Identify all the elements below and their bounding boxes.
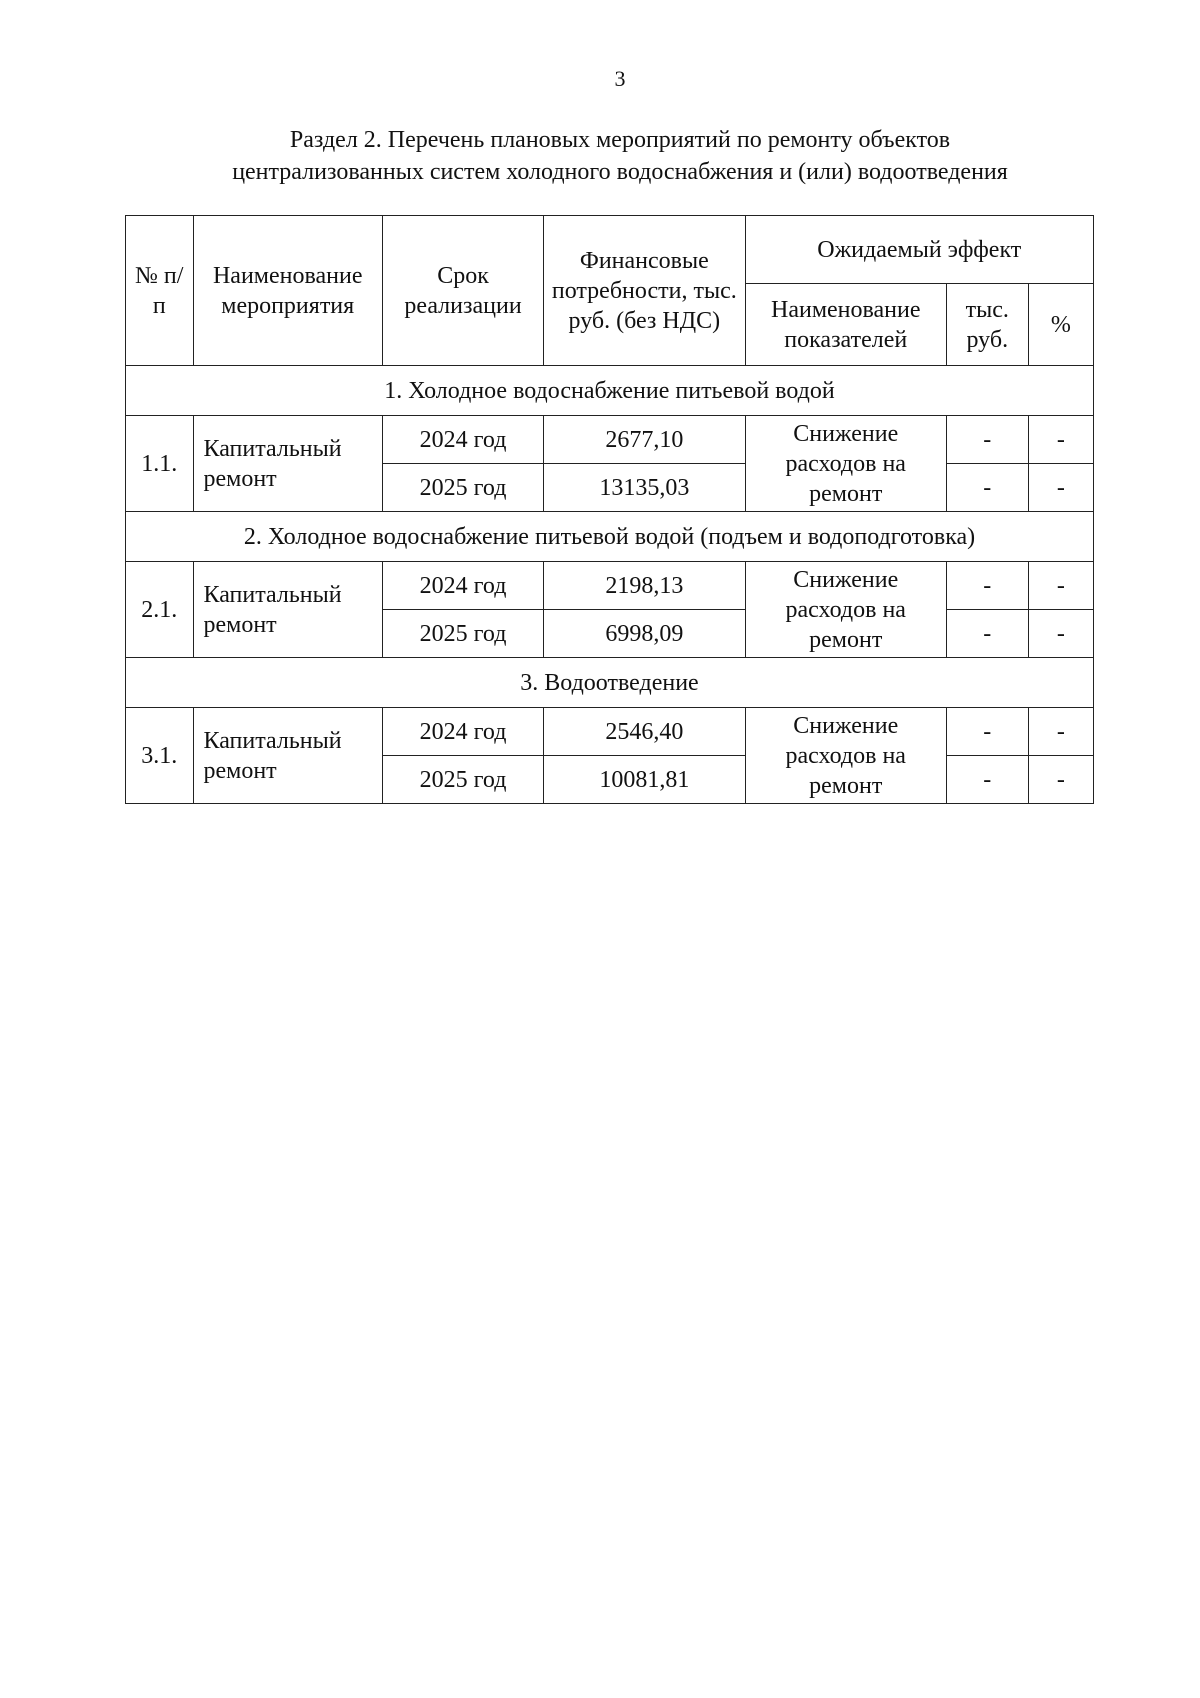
header-name: Наименование мероприятия — [193, 216, 382, 366]
header-indicator: Наименование показателей — [745, 284, 946, 366]
thousand-cell: - — [946, 756, 1028, 804]
table-row — [126, 708, 1094, 756]
header-effect: Ожидаемый эффект — [745, 216, 1093, 284]
section-row — [126, 512, 1094, 562]
thousand-cell: - — [946, 562, 1028, 610]
section-title: 3. Водоотведение — [126, 658, 1094, 708]
section-row — [126, 658, 1094, 708]
year-cell: 2025 год — [382, 610, 543, 658]
amount-cell: 2677,10 — [544, 416, 745, 464]
year-cell: 2024 год — [382, 416, 543, 464]
section-row — [126, 366, 1094, 416]
year-cell: 2024 год — [382, 708, 543, 756]
percent-cell: - — [1028, 708, 1093, 756]
header-term: Срок реализации — [382, 216, 543, 366]
title-line-1: Раздел 2. Перечень плановых мероприятий по ремонту объектов — [289, 127, 951, 153]
thousand-cell: - — [946, 464, 1028, 512]
header-row-1 — [126, 216, 1094, 284]
plan-table — [125, 215, 1094, 804]
amount-cell: 2546,40 — [544, 708, 745, 756]
year-cell: 2024 год — [382, 562, 543, 610]
item-name: Капитальный ремонт — [193, 708, 382, 804]
amount-cell: 13135,03 — [544, 464, 745, 512]
item-number: 3.1. — [126, 708, 194, 804]
percent-cell: - — [1028, 610, 1093, 658]
header-percent: % — [1028, 284, 1093, 366]
header-thousand: тыс. руб. — [946, 284, 1028, 366]
amount-cell: 6998,09 — [544, 610, 745, 658]
percent-cell: - — [1028, 562, 1093, 610]
percent-cell: - — [1028, 464, 1093, 512]
table-row — [126, 562, 1094, 610]
title-line-2: централизованных систем холодного водоснабжения и (или) водоотведения — [232, 159, 1008, 185]
item-number: 2.1. — [126, 562, 194, 658]
section-title: 2. Холодное водоснабжение питьевой водой (подъем и водоподготовка) — [126, 512, 1094, 562]
item-number: 1.1. — [126, 416, 194, 512]
percent-cell: - — [1028, 756, 1093, 804]
year-cell: 2025 год — [382, 464, 543, 512]
header-num: № п/п — [126, 216, 194, 366]
item-name: Капитальный ремонт — [193, 562, 382, 658]
header-finance: Финансовые потребности, тыс. руб. (без НДС) — [544, 216, 745, 366]
indicator-cell: Снижение расходов на ремонт — [745, 416, 946, 512]
indicator-cell: Снижение расходов на ремонт — [745, 562, 946, 658]
page-number: 3 — [614, 66, 626, 91]
table-row — [126, 416, 1094, 464]
document-title — [150, 124, 1090, 188]
amount-cell: 10081,81 — [544, 756, 745, 804]
indicator-cell: Снижение расходов на ремонт — [745, 708, 946, 804]
percent-cell: - — [1028, 416, 1093, 464]
thousand-cell: - — [946, 416, 1028, 464]
section-title: 1. Холодное водоснабжение питьевой водой — [126, 366, 1094, 416]
thousand-cell: - — [946, 610, 1028, 658]
year-cell: 2025 год — [382, 756, 543, 804]
item-name: Капитальный ремонт — [193, 416, 382, 512]
thousand-cell: - — [946, 708, 1028, 756]
amount-cell: 2198,13 — [544, 562, 745, 610]
